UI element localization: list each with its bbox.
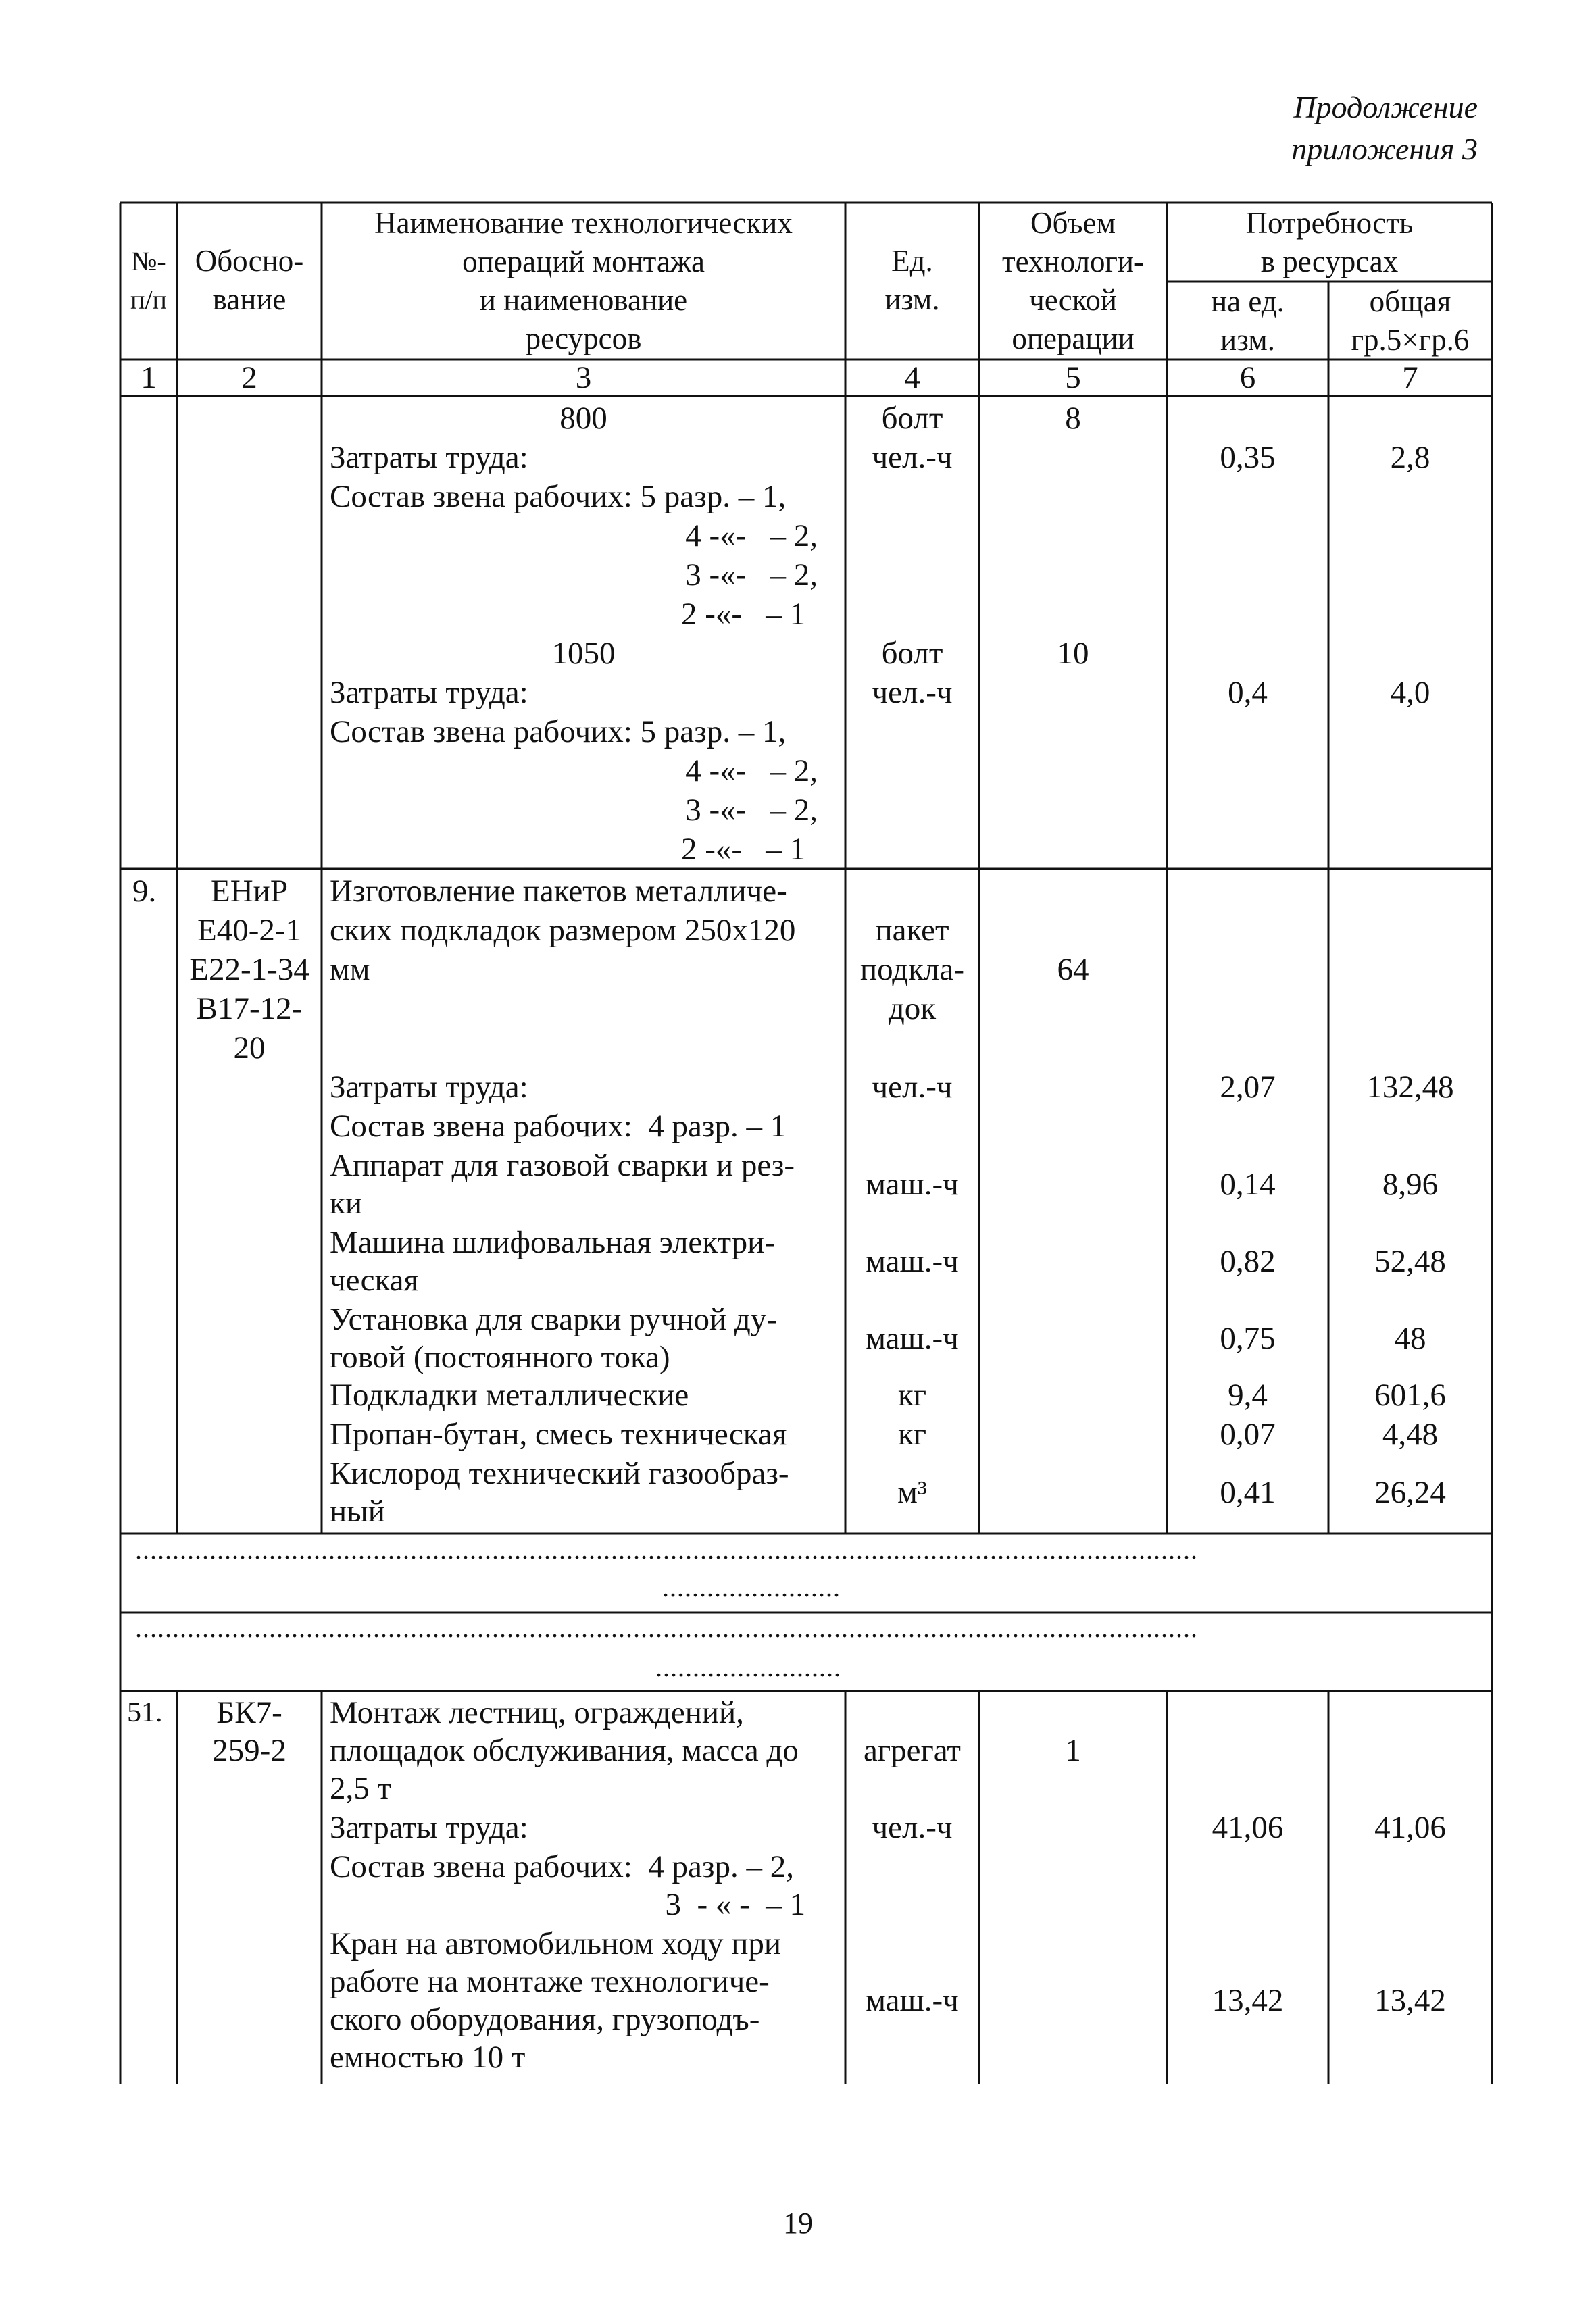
item9-labor-name: Затраты труда: (330, 1070, 528, 1105)
ellipsis-row-1-long: ............................................................................................................................................... (135, 1534, 1198, 1565)
ellipsis-row-2-long: ............................................................................................................................................... (135, 1613, 1198, 1643)
item9-pads-unit: кг (897, 1378, 927, 1413)
item9-propane-total: 4,48 (1382, 1417, 1439, 1452)
row-crew-2-grade2: 2 -«- – 1 (680, 832, 805, 867)
item9-labor-per-unit: 2,07 (1220, 1070, 1276, 1105)
item51-unit: агрегат (864, 1733, 961, 1768)
item9-gas-welder-per-unit: 0,14 (1220, 1167, 1276, 1202)
item9-labor-unit: чел.-ч (872, 1070, 953, 1105)
item51-crane-per-unit: 13,42 (1212, 1983, 1284, 2018)
item9-pads-name: Подкладки металлические (330, 1378, 689, 1413)
item51-basis-2: 259-2 (212, 1733, 286, 1768)
header-total: общая гр.5×гр.6 (1351, 284, 1470, 357)
item9-arc-welder-per-unit: 0,75 (1220, 1321, 1276, 1356)
item51-crane-name-1: Кран на автомобильном ходу при (330, 1926, 782, 1961)
item9-grinder-name-2: ческая (330, 1263, 419, 1298)
header-name: Наименование технологических операций монтажа и наименование ресурсов (374, 206, 793, 355)
row-labor-2-per-unit: 0,4 (1228, 675, 1268, 710)
row-labor-1-per-unit: 0,35 (1220, 440, 1276, 475)
col-num-7: 7 (1402, 360, 1418, 395)
item9-basis-4: В17-12- (196, 991, 303, 1026)
item9-oxygen-name-1: Кислород технический газообраз- (330, 1456, 789, 1491)
item9-oxygen-unit: м³ (897, 1475, 927, 1510)
item9-gas-welder-name-1: Аппарат для газовой сварки и рез- (330, 1148, 795, 1183)
row-crew-1-name: Состав звена рабочих: 5 разр. – 1, (330, 479, 787, 514)
col-num-2: 2 (241, 360, 257, 395)
item51-basis-1: БК7- (216, 1695, 282, 1730)
item9-unit-3: док (888, 991, 937, 1026)
item51-labor-per-unit: 41,06 (1212, 1810, 1284, 1845)
item9-oxygen-per-unit: 0,41 (1220, 1475, 1276, 1510)
item9-basis-1: ЕНиР (211, 874, 288, 909)
item9-oxygen-total: 26,24 (1374, 1475, 1446, 1510)
row-crew-2-grade4: 4 -«- – 2, (685, 753, 818, 788)
page-number: 19 (783, 2207, 813, 2240)
item9-grinder-total: 52,48 (1374, 1244, 1446, 1279)
item9-basis-2: Е40-2-1 (197, 913, 301, 948)
item9-gas-welder-total: 8,96 (1382, 1167, 1439, 1202)
item9-oxygen-name-2: ный (330, 1494, 385, 1529)
item51-crane-total: 13,42 (1374, 1983, 1446, 2018)
continuation-line-1: Продолжение (1293, 90, 1478, 124)
row-1050-unit: болт (881, 636, 943, 671)
header-basis: Обосно- вание (195, 244, 304, 316)
col-num-3: 3 (575, 360, 592, 395)
header-per-unit: на ед. изм. (1211, 284, 1285, 357)
item51-title-1: Монтаж лестниц, ограждений, (330, 1695, 744, 1730)
item9-propane-name: Пропан-бутан, смесь техническая (330, 1417, 787, 1452)
row-1050-volume: 10 (1057, 636, 1089, 671)
item9-arc-welder-total: 48 (1394, 1321, 1426, 1356)
item9-basis-5: 20 (233, 1030, 266, 1065)
row-800-name: 800 (559, 401, 607, 436)
item9-labor-total: 132,48 (1366, 1070, 1454, 1105)
item9-arc-welder-name-1: Установка для сварки ручной ду- (330, 1302, 777, 1337)
item9-propane-unit: кг (897, 1417, 927, 1452)
item9-grinder-per-unit: 0,82 (1220, 1244, 1276, 1279)
row-labor-2-unit: чел.-ч (872, 675, 953, 710)
item9-arc-welder-name-2: говой (постоянного тока) (330, 1340, 670, 1375)
item9-unit-2: подкла- (859, 952, 964, 987)
ellipsis-row-1-short: ........................ (662, 1572, 841, 1603)
item9-title-3: мм (330, 952, 370, 987)
item51-labor-name: Затраты труда: (330, 1810, 528, 1845)
item9-unit-1: пакет (875, 913, 949, 948)
row-crew-2-grade3: 3 -«- – 2, (685, 793, 818, 828)
row-labor-2-total: 4,0 (1390, 675, 1430, 710)
item9-pads-per-unit: 9,4 (1228, 1378, 1268, 1413)
item51-num: 51. (127, 1697, 163, 1728)
item51-crane-name-4: емностью 10 т (330, 2040, 526, 2075)
header-num: №- п/п (130, 246, 167, 315)
row-1050-name: 1050 (551, 636, 616, 671)
item9-title-2: ских подкладок размером 250х120 (330, 913, 796, 948)
col-num-5: 5 (1065, 360, 1081, 395)
item51-title-2: площадок обслуживания, масса до (330, 1733, 799, 1768)
item9-propane-per-unit: 0,07 (1220, 1417, 1276, 1452)
item9-arc-welder-unit: маш.-ч (866, 1321, 959, 1356)
item9-num: 9. (132, 874, 157, 909)
col-num-1: 1 (141, 360, 157, 395)
header-volume: Объем технологи- ческой операции (1001, 206, 1144, 355)
item9-gas-welder-name-2: ки (330, 1186, 362, 1221)
header-need: Потребность в ресурсах (1245, 206, 1414, 278)
item9-pads-total: 601,6 (1374, 1378, 1446, 1413)
item9-volume: 64 (1057, 952, 1089, 987)
item9-grinder-unit: маш.-ч (866, 1244, 959, 1279)
item9-gas-welder-unit: маш.-ч (866, 1167, 959, 1202)
item51-labor-unit: чел.-ч (872, 1810, 953, 1845)
row-crew-1-grade4: 4 -«- – 2, (685, 518, 818, 553)
item9-crew-name: Состав звена рабочих: 4 разр. – 1 (330, 1109, 787, 1144)
ellipsis-row-2-short: ......................... (655, 1652, 841, 1682)
col-num-4: 4 (904, 360, 920, 395)
continuation-line-2: приложения 3 (1291, 132, 1478, 166)
row-labor-2-name: Затраты труда: (330, 675, 528, 710)
row-800-volume: 8 (1065, 401, 1081, 436)
item51-labor-total: 41,06 (1374, 1810, 1446, 1845)
item51-title-3: 2,5 т (330, 1771, 392, 1806)
row-labor-1-unit: чел.-ч (872, 440, 953, 475)
col-num-6: 6 (1239, 360, 1256, 395)
item51-crane-name-2: работе на монтаже технологиче- (330, 1964, 770, 1999)
row-crew-1-grade3: 3 -«- – 2, (685, 557, 818, 593)
item9-grinder-name-1: Машина шлифовальная электри- (330, 1225, 775, 1260)
header-unit: Ед. изм. (884, 244, 940, 316)
row-crew-1-grade2: 2 -«- – 1 (680, 597, 805, 632)
row-800-unit: болт (881, 401, 943, 436)
row-crew-2-name: Состав звена рабочих: 5 разр. – 1, (330, 714, 787, 749)
item51-crane-unit: маш.-ч (866, 1983, 959, 2018)
item9-title-1: Изготовление пакетов металличе- (330, 874, 787, 909)
item9-basis-3: Е22-1-34 (189, 952, 309, 987)
row-labor-1-name: Затраты труда: (330, 440, 528, 475)
item51-crew-2: 3 - « - – 1 (665, 1887, 805, 1922)
item51-volume: 1 (1065, 1733, 1081, 1768)
row-labor-1-total: 2,8 (1390, 440, 1430, 475)
item51-crew-1: Состав звена рабочих: 4 разр. – 2, (330, 1849, 794, 1884)
item51-crane-name-3: ского оборудования, грузоподъ- (330, 2002, 760, 2037)
